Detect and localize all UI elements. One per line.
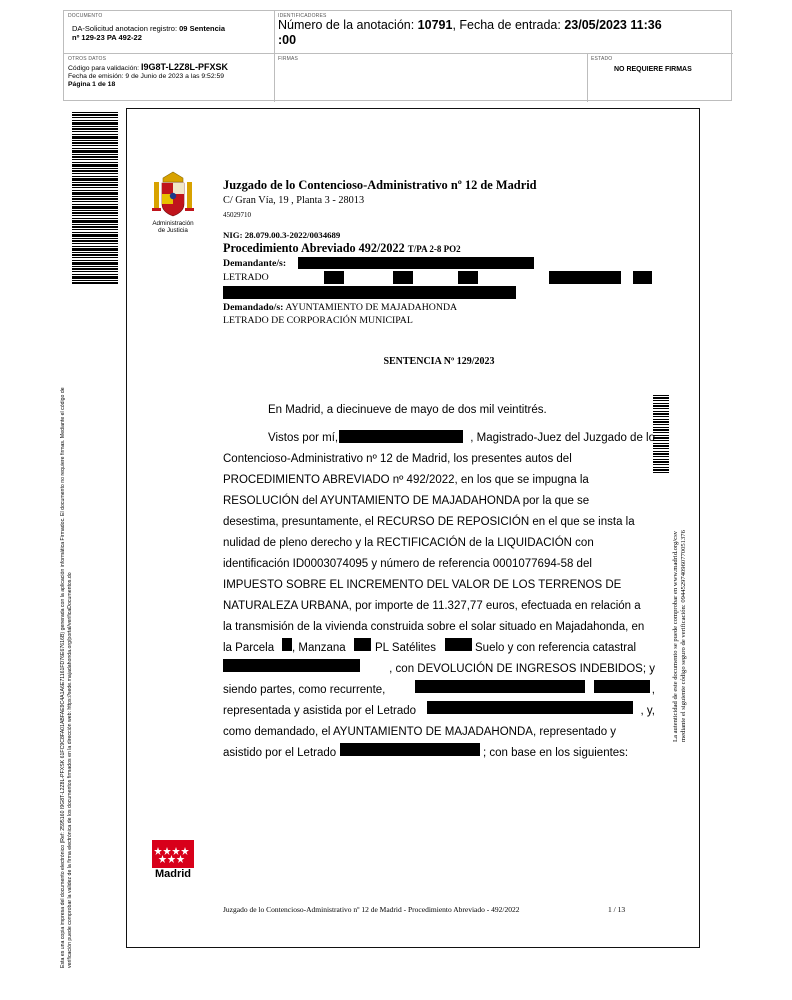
identificadores-label: IDENTIFICADORES (278, 13, 327, 19)
procedimiento-number: Procedimiento Abreviado 492/2022 (223, 241, 405, 255)
body-line: desestima, presuntamente, el RECURSO DE REPOSICIÓN en el que se insta la (223, 516, 635, 528)
entrada-date-cont: :00 (278, 33, 297, 47)
redacted-block (298, 257, 534, 269)
entrada-prefix: , Fecha de entrada: (452, 18, 565, 32)
demandante-label: Demandante/s: (223, 258, 287, 269)
nig-number: NIG: 28.079.00.3-2022/0034689 (223, 230, 341, 240)
body-line: , Manzana (292, 642, 346, 654)
fecha-emision: Fecha de emisión: 9 de Junio de 2023 a las 9:52:59 (68, 73, 225, 80)
redacted-block (354, 638, 371, 651)
body-line: nulidad de pleno derecho y la RECTIFICACIÓN de la LIQUIDACIÓN con (223, 537, 594, 549)
court-name: Juzgado de lo Contencioso-Administrativo nº 12 de Madrid (223, 178, 537, 192)
redacted-block (340, 743, 480, 756)
codigo-validacion[interactable]: I9G8T-L2Z8L-PFXSK (140, 62, 228, 72)
redacted-block (427, 701, 633, 714)
body-line: , y, (640, 705, 655, 717)
otros-datos-label: OTROS DATOS (68, 56, 107, 62)
body-line: asistido por el Letrado (223, 747, 337, 759)
court-address: C/ Gran Vía, 19 , Planta 3 - 28013 (223, 195, 365, 206)
csv-verification-note (672, 492, 688, 742)
redacted-block (223, 286, 516, 299)
entrada-date: 23/05/2023 11:36 (564, 18, 662, 32)
body-line: RESOLUCIÓN del AYUNTAMIENTO DE MAJADAHONDA por la que se (223, 495, 590, 507)
body-line: Suelo y con referencia catastral (475, 642, 637, 654)
body-line: , con DEVOLUCIÓN DE INGRESOS INDEBIDOS; y (389, 663, 655, 675)
madrid-stars-icon (152, 840, 194, 868)
left-margin-note (60, 293, 74, 968)
body-line: identificación ID0003074095 y número de referencia 0001077694-58 del (223, 558, 592, 570)
codigo-prefix: Código para validación: (68, 65, 141, 72)
redacted-block (415, 680, 585, 693)
redacted-block (393, 271, 413, 284)
demandado-label: Demandado/s: (223, 302, 284, 313)
footer-page-number: 1 / 13 (608, 905, 626, 914)
coat-of-arms-icon (150, 170, 196, 220)
procedimiento-tpa: T/PA 2-8 PO2 (407, 244, 461, 254)
documento-line1: DA-Solicitud anotacion registro: (72, 24, 180, 33)
body-line: PL Satélites (375, 642, 436, 654)
documento-line2: nº 129-23 PA 492-22 (72, 33, 142, 42)
body-line: Contencioso-Administrativo nº 12 de Madrid, los presentes autos del (223, 453, 572, 465)
demandado-line (223, 302, 457, 313)
document-header (63, 10, 732, 101)
otros-datos-value (68, 63, 273, 89)
body-line: como demandado, el AYUNTAMIENTO DE MAJADAHONDA, representado y (223, 726, 617, 738)
redacted-block (339, 430, 463, 443)
body-line: siendo partes, como recurrente, (223, 684, 386, 696)
body-line: ; con base en los siguientes: (483, 747, 629, 759)
body-line: PROCEDIMIENTO ABREVIADO nº 492/2022, en los que se impugna la (223, 474, 589, 486)
header-divider (274, 53, 733, 54)
left-margin-line1: Esta es una copia impresa del documento electrónico (Ref: 2595160 I9G8T-L2Z8L-PFXSK 61FC9C8FA01ABFAE9C4A1A6E71161FD76E67616B) generada con la aplicación informática Firmadoc. El documento no requiere firmas. Mediante el código de (60, 387, 66, 968)
csv-note-line1: La autenticidad de este documento se puede comprobar en www.madrid.org/csv (672, 531, 679, 742)
body-line: la Parcela (223, 642, 275, 654)
sentencia-title: SENTENCIA Nº 129/2023 (383, 356, 495, 367)
header-divider (587, 53, 588, 102)
vertical-barcode (72, 112, 118, 285)
left-margin-line2: verificación puede comprobar la validez de la firma electrónica de los documentos firmados en la dirección web: https://sede.majadahonda.org/portal/verificaDocumentos.do (67, 572, 73, 968)
pagina-count: Página 1 de 18 (68, 81, 116, 88)
court-code: 45029710 (223, 211, 251, 219)
estado-value: NO REQUIERE FIRMAS (614, 66, 692, 73)
csv-note-line2: mediante el siguiente código seguro de verificación: 0944529740960770051376 (680, 530, 687, 742)
body-line: la transmisión de la vivienda construida sobre el solar situado en Majadahonda, en (223, 621, 645, 633)
redacted-block (223, 659, 360, 672)
redacted-block (445, 638, 472, 651)
body-line: Vistos por mí, (268, 432, 339, 444)
redacted-block (324, 271, 344, 284)
anotacion-value (278, 18, 728, 48)
body-line: En Madrid, a diecinueve de mayo de dos mil veintitrés. (268, 404, 547, 416)
anotacion-number: 10791 (417, 18, 453, 32)
header-divider (274, 11, 275, 102)
letrado-corporacion: LETRADO DE CORPORACIÓN MUNICIPAL (223, 315, 413, 326)
firmas-label: FIRMAS (278, 56, 299, 62)
body-line: , Magistrado-Juez del Juzgado de lo (470, 432, 655, 444)
redacted-block (458, 271, 478, 284)
logo-caption-line1: Administración (152, 220, 194, 227)
anotacion-prefix: Número de la anotación: (278, 18, 418, 32)
footer-text: Juzgado de lo Contencioso-Administrativo nº 12 de Madrid - Procedimiento Abreviado - 492/2022 (223, 905, 520, 914)
redacted-block (282, 638, 292, 651)
documento-line1-bold: 09 Sentencia (179, 24, 225, 33)
madrid-label: Madrid (154, 868, 192, 880)
demandado-value: AYUNTAMIENTO DE MAJADAHONDA (283, 302, 458, 313)
redacted-block (633, 271, 652, 284)
procedimiento-title (223, 241, 461, 256)
madrid-logo (152, 840, 194, 868)
redacted-block (549, 271, 621, 284)
letrado-label: LETRADO (223, 272, 269, 283)
documento-label: DOCUMENTO (68, 13, 103, 19)
body-line: representada y asistida por el Letrado (223, 705, 417, 717)
documento-value (72, 24, 225, 42)
logo-caption-line2: de Justicia (158, 227, 188, 235)
body-line: IMPUESTO SOBRE EL INCREMENTO DEL VALOR DE LOS TERRENOS DE (223, 579, 622, 591)
body-line: NATURALEZA URBANA, por importe de 11.327,77 euros, efectuada en relación a (223, 600, 641, 612)
estado-label: ESTADO (591, 56, 613, 62)
redacted-block (594, 680, 650, 693)
header-divider (64, 53, 274, 54)
logo-caption (140, 220, 206, 234)
body-line: , (651, 684, 655, 696)
